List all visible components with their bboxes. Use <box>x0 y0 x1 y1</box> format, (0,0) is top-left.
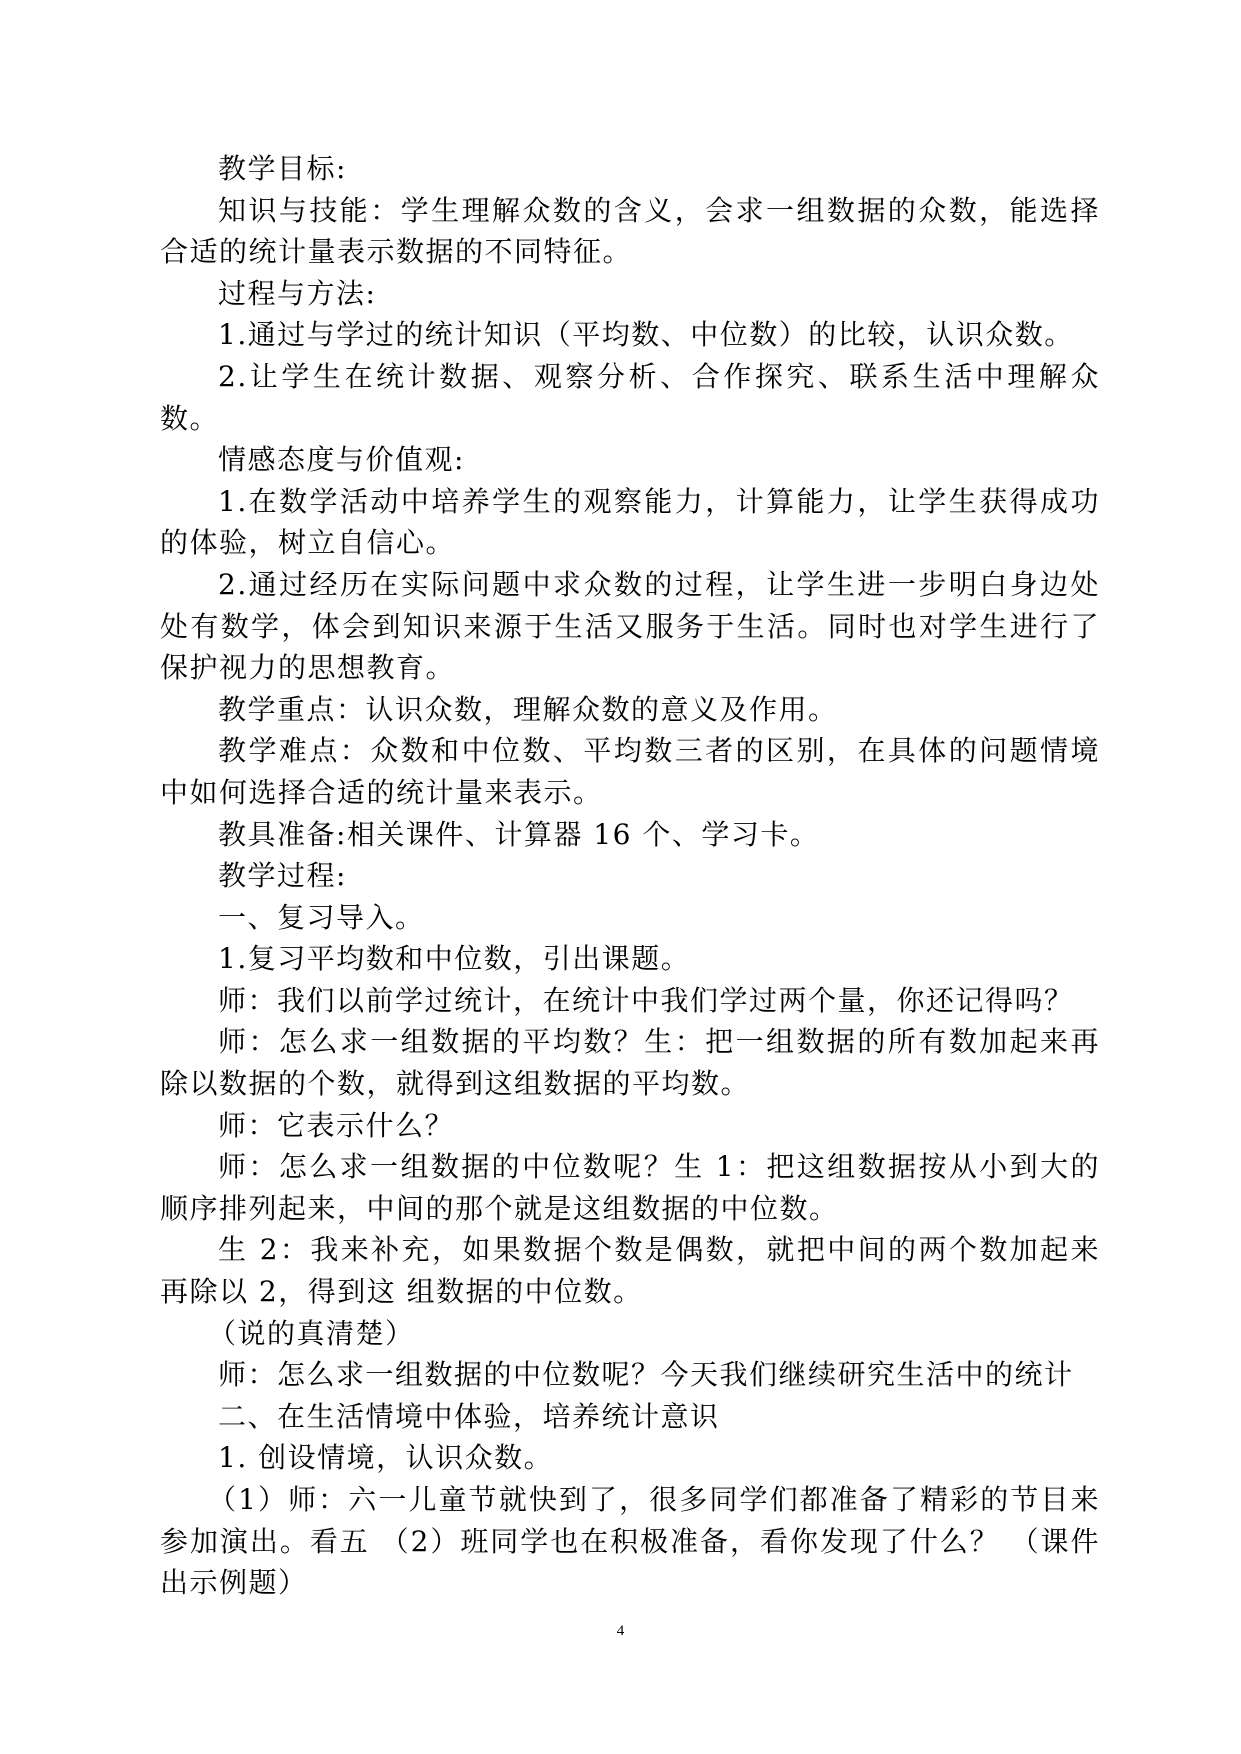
dialogue-student-2: 生 2：我来补充，如果数据个数是偶数，就把中间的两个数加起来再除以 2，得到这 组数据的中位数。 <box>160 1233 1100 1309</box>
heading-process-method: 过程与方法: <box>218 276 377 310</box>
dialogue-teacher-1: 师：我们以前学过统计，在统计中我们学过两个量，你还记得吗？ <box>218 983 1074 1017</box>
dialogue-teacher-5: 师：怎么求一组数据的中位数呢？今天我们继续研究生活中的统计 <box>218 1358 1074 1392</box>
paragraph-teaching-aids: 教具准备:相关课件、计算器 16 个、学习卡。 <box>218 817 820 851</box>
paragraph-key-point: 教学重点：认识众数，理解众数的意义及作用。 <box>218 692 838 726</box>
heading-emotion-values: 情感态度与价值观: <box>218 443 465 477</box>
dialogue-teacher-2: 师：怎么求一组数据的平均数？生：把一组数据的所有数加起来再除以数据的个数，就得到这组数据的平均数。 <box>160 1025 1100 1101</box>
section-review-intro: 一、复习导入。 <box>218 900 425 934</box>
paragraph-review-item-1: 1.复习平均数和中位数，引出课题。 <box>218 942 691 976</box>
heading-teaching-goals: 教学目标: <box>218 152 347 185</box>
page-number: 4 <box>616 1623 625 1639</box>
dialogue-teacher-4: 师：怎么求一组数据的中位数呢？生 1：把这组数据按从小到大的顺序排列起来，中间的那个就是这组数据的中位数。 <box>160 1150 1100 1225</box>
paragraph-create-context: 1. 创设情境，认识众数。 <box>218 1441 554 1475</box>
heading-teaching-process: 教学过程: <box>218 859 347 893</box>
section-life-context: 二、在生活情境中体验，培养统计意识 <box>218 1399 720 1433</box>
remark-praise: （说的真清楚） <box>208 1316 415 1350</box>
dialogue-teacher-3: 师：它表示什么？ <box>218 1108 455 1142</box>
document-body <box>160 148 1100 1604</box>
paragraph-process-item-2: 2.让学生在统计数据、观察分析、合作探究、联系生活中理解众数。 <box>160 359 1100 435</box>
paragraph-process-item-1: 1.通过与学过的统计知识（平均数、中位数）的比较，认识众数。 <box>218 318 1074 352</box>
paragraph-emotion-item-2: 2.通过经历在实际问题中求众数的过程，让学生进一步明白身边处处有数学，体会到知识来源于生活又服务于生活。同时也对学生进行了保护视力的思想教育。 <box>160 567 1100 685</box>
paragraph-difficult-point: 教学难点：众数和中位数、平均数三者的区别，在具体的问题情境中如何选择合适的统计量来表示。 <box>160 734 1100 809</box>
paragraph-example-intro: （1）师：六一儿童节就快到了，很多同学们都准备了精彩的节目来参加演出。看五 （2）班同学也在积极准备，看你发现了什么？ （课件出示例题） <box>160 1483 1100 1600</box>
paragraph-emotion-item-1: 1.在数学活动中培养学生的观察能力，计算能力，让学生获得成功的体验，树立自信心。 <box>160 484 1100 560</box>
paragraph-knowledge-skills: 知识与技能：学生理解众数的含义，会求一组数据的众数，能选择合适的统计量表示数据的不同特征。 <box>160 193 1100 269</box>
